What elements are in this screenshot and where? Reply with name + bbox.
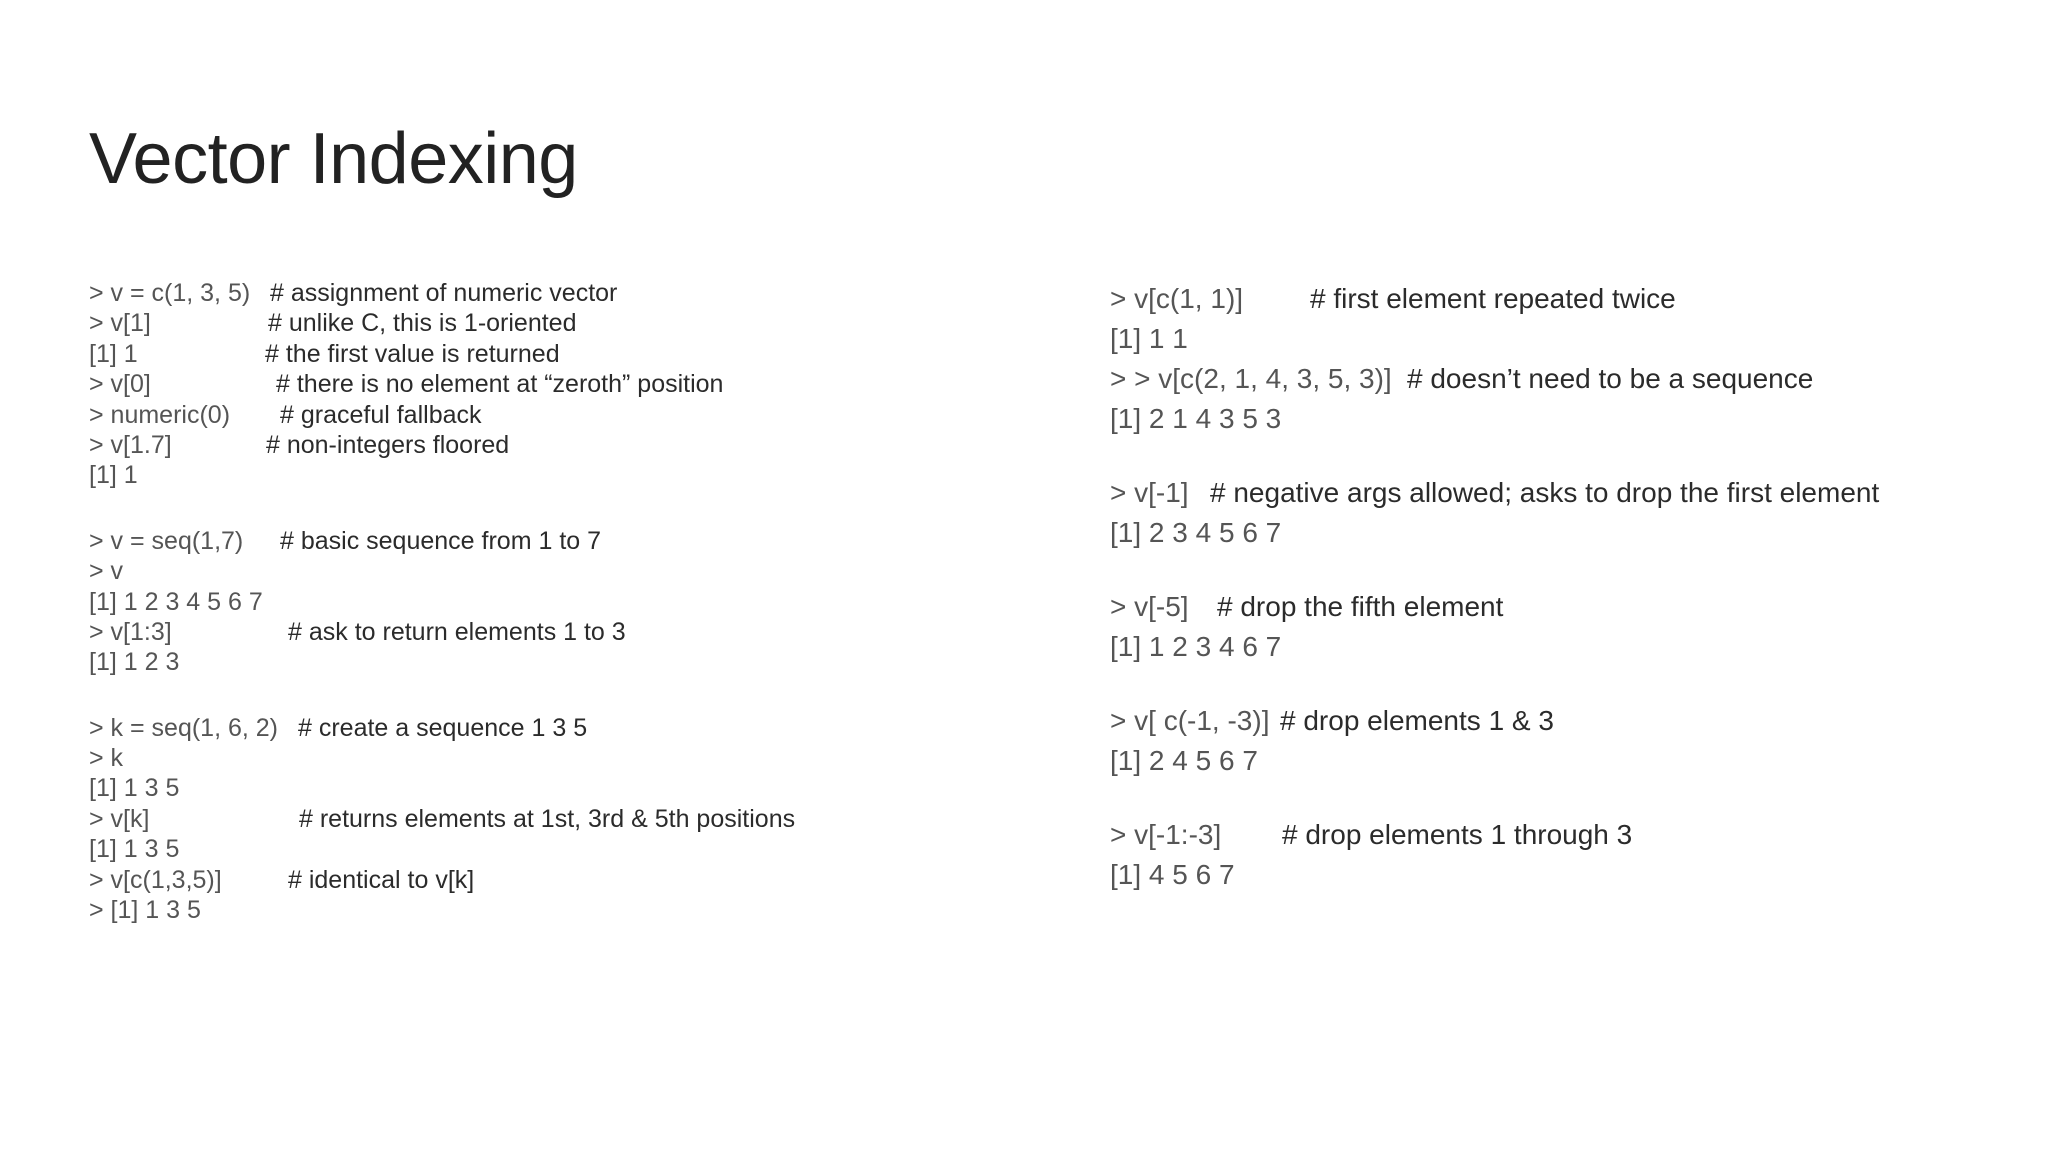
code-line — [89, 647, 278, 677]
code-line — [89, 713, 588, 743]
code-line — [89, 895, 278, 925]
code-text: > v — [89, 557, 124, 586]
code-line — [1110, 587, 1504, 627]
code-comment: # assignment of numeric vector — [270, 279, 618, 307]
output-text: [1] 1 3 5 — [89, 835, 180, 864]
code-line — [89, 339, 560, 369]
code-line — [1110, 815, 1633, 855]
code-comment: # drop the fifth element — [1217, 591, 1504, 622]
code-comment: # non-integers floored — [266, 430, 510, 459]
code-text: > > v[c(2, 1, 4, 3, 5, 3)] — [1110, 363, 1392, 394]
code-line — [1110, 279, 1676, 319]
code-text: > k — [89, 744, 124, 773]
code-line — [89, 460, 278, 490]
output-text: [1] 1 3 5 — [89, 774, 180, 803]
code-comment: # doesn’t need to be a sequence — [1407, 363, 1814, 394]
output-text: [1] 1 2 3 — [89, 648, 180, 677]
code-line — [89, 400, 482, 430]
output-text: [1] 1 1 — [1110, 323, 1188, 354]
code-line — [89, 278, 618, 308]
code-text: > v[k] — [89, 804, 150, 833]
code-line — [1110, 473, 1880, 513]
code-comment: # basic sequence from 1 to 7 — [280, 526, 602, 555]
code-line — [1110, 627, 1392, 667]
code-text: > k = seq(1, 6, 2) — [89, 713, 278, 742]
code-comment: # identical to v[k] — [288, 865, 475, 894]
left-code-column — [89, 278, 796, 925]
code-comment: # drop elements 1 & 3 — [1280, 705, 1554, 736]
code-text: > v[1.7] — [89, 430, 172, 459]
code-text: > v[-5] — [1110, 591, 1189, 622]
code-text: > v[1] — [89, 309, 151, 338]
code-line — [89, 804, 796, 834]
code-comment: # there is no element at “zeroth” position — [276, 370, 724, 399]
output-text: [1] 1 — [89, 461, 138, 490]
code-comment: # drop elements 1 through 3 — [1282, 819, 1633, 850]
code-line — [89, 369, 724, 399]
code-line — [89, 865, 475, 895]
code-text: > v = seq(1,7) — [89, 526, 244, 555]
right-code-column — [1110, 279, 1880, 895]
code-line — [89, 308, 577, 338]
code-comment: # unlike C, this is 1-oriented — [268, 309, 577, 338]
code-text: > numeric(0) — [89, 400, 231, 429]
code-line — [1110, 513, 1392, 553]
code-line — [89, 430, 510, 460]
code-text: > v[-1:-3] — [1110, 819, 1222, 850]
output-text: [1] 2 1 4 3 5 3 — [1110, 403, 1282, 434]
code-text: > v[ c(-1, -3)] — [1110, 705, 1270, 736]
slide-title: Vector Indexing — [89, 119, 578, 199]
code-line — [1110, 359, 1814, 399]
output-text: [1] 4 5 6 7 — [1110, 859, 1235, 890]
code-comment: # ask to return elements 1 to 3 — [288, 617, 626, 646]
code-line — [1110, 319, 1392, 359]
code-comment: # graceful fallback — [280, 400, 482, 429]
code-line — [89, 556, 278, 586]
code-line — [1110, 701, 1554, 741]
output-text: [1] 1 2 3 4 5 6 7 — [89, 587, 263, 616]
code-text: > v = c(1, 3, 5) — [89, 279, 251, 307]
code-line — [89, 617, 626, 647]
code-line — [89, 834, 278, 864]
code-line — [89, 587, 278, 617]
code-line — [89, 773, 278, 803]
code-line — [89, 743, 278, 773]
code-comment: # create a sequence 1 3 5 — [298, 713, 588, 742]
code-text: > v[-1] — [1110, 477, 1189, 508]
code-comment: # returns elements at 1st, 3rd & 5th positions — [299, 804, 796, 833]
code-comment: # negative args allowed; asks to drop the first element — [1210, 477, 1880, 508]
code-text: > v[0] — [89, 370, 151, 399]
output-text: [1] 1 2 3 4 6 7 — [1110, 631, 1282, 662]
code-text: > v[c(1, 1)] — [1110, 283, 1244, 314]
code-line — [1110, 399, 1392, 439]
code-text: > v[1:3] — [89, 617, 172, 646]
code-line — [1110, 741, 1392, 781]
code-comment: # first element repeated twice — [1310, 283, 1676, 314]
output-text: [1] 2 4 5 6 7 — [1110, 745, 1258, 776]
output-text: [1] 2 3 4 5 6 7 — [1110, 517, 1282, 548]
code-line — [89, 526, 602, 556]
code-line — [1110, 855, 1392, 895]
output-text: [1] 1 — [89, 339, 138, 368]
output-text: > [1] 1 3 5 — [89, 896, 201, 925]
code-comment: # the first value is returned — [265, 339, 560, 368]
code-text: > v[c(1,3,5)] — [89, 865, 222, 894]
